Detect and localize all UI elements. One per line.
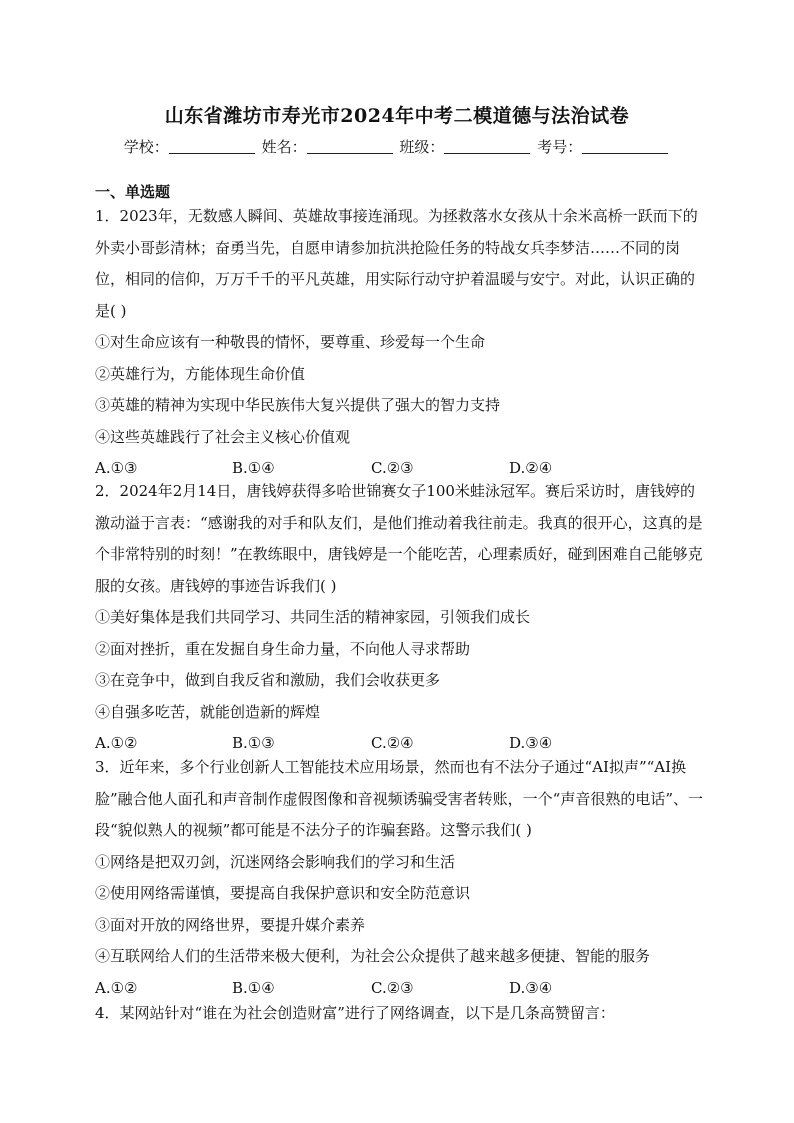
choice-b[interactable]: B.①④ bbox=[232, 459, 275, 477]
question-2 bbox=[95, 476, 703, 759]
statement-1: ①美好集体是我们共同学习、共同生活的精神家园，引领我们成长 bbox=[95, 608, 531, 626]
statement-1: ①对生命应该有一种敬畏的情怀，要尊重、珍爱每一个生命 bbox=[95, 333, 486, 351]
question-stem: 3．近年来，多个行业创新人工智能技术应用场景，然而也有不法分子通过“AI拟声”“AI换脸”融合他人面孔和声音制作虚假图像和音视频诱骗受害者转账，一个“声音很熟的电话”、一段“貌似熟人的视频”都可能是不法分子的诈骗套路。这警示我们( ) bbox=[95, 758, 704, 839]
statement-3: ③在竞争中，做到自我反省和激励，我们会收获更多 bbox=[95, 671, 441, 689]
statement-3: ③英雄的精神为实现中华民族伟大复兴提供了强大的智力支持 bbox=[95, 396, 501, 414]
question-1 bbox=[95, 201, 703, 484]
statement-4: ④自强多吃苦，就能创造新的辉煌 bbox=[95, 702, 321, 721]
statement-4: ④这些英雄践行了社会主义核心价值观 bbox=[95, 427, 351, 446]
question-stem: 4．某网站针对“谁在为社会创造财富”进行了网络调查，以下是几条高赞留言： bbox=[95, 1004, 615, 1022]
statement-2: ②使用网络需谨慎，要提高自我保护意识和安全防范意识 bbox=[95, 884, 471, 902]
statement-3: ③面对开放的网络世界，要提升媒介素养 bbox=[95, 915, 366, 934]
choice-d[interactable]: D.②④ bbox=[509, 459, 553, 477]
choice-d[interactable]: D.③④ bbox=[509, 978, 553, 997]
statement-1: ①网络是把双刃剑，沉迷网络会影响我们的学习和生活 bbox=[95, 852, 456, 871]
choice-b[interactable]: B.①③ bbox=[232, 734, 275, 752]
choice-d[interactable]: D.③④ bbox=[509, 734, 553, 752]
exam-number-blank[interactable] bbox=[582, 139, 668, 154]
exam-number-label: 考号： bbox=[537, 138, 583, 156]
choice-c[interactable]: C.②③ bbox=[371, 978, 414, 997]
choice-a[interactable]: A.①③ bbox=[95, 459, 138, 477]
choice-c[interactable]: C.②③ bbox=[371, 459, 414, 477]
section-title: 一、单选题 bbox=[95, 183, 171, 201]
statement-2: ②英雄行为，方能体现生命价值 bbox=[95, 364, 306, 383]
choice-c[interactable]: C.②④ bbox=[371, 734, 414, 752]
class-blank[interactable] bbox=[444, 139, 530, 154]
question-stem: 1．2023年，无数感人瞬间、英雄故事接连涌现。为拯救落水女孩从十余米高桥一跃而下的外卖小哥彭清林；奋勇当先，自愿申请参加抗洪抢险任务的特战女兵李梦洁……不同的岗位，相同的信仰，万万千千的平凡英雄，用实际行动守护着温暖与安宁。对此，认识正确的是( ) bbox=[95, 207, 698, 320]
page-title: 山东省潍坊市寿光市2024年中考二模道德与法治试卷 bbox=[164, 105, 630, 127]
question-stem: 2．2024年2月14日，唐钱婷获得多哈世锦赛女子100米蛙泳冠军。赛后采访时，唐钱婷的激动溢于言表：“感谢我的对手和队友们，是他们推动着我往前走。我真的很开心，这真的是个非常特别的时刻！”在教练眼中，唐钱婷是一个能吃苦，心理素质好，碰到困难自己能够克服的女孩。唐钱婷的事迹告诉我们( ) bbox=[95, 482, 703, 595]
school-blank[interactable] bbox=[169, 139, 255, 154]
school-label: 学校： bbox=[123, 138, 169, 156]
choice-b[interactable]: B.①④ bbox=[232, 978, 275, 997]
student-info-line bbox=[0, 136, 794, 157]
statement-4: ④互联网给人们的生活带来极大便利，为社会公众提供了越来越多便捷、智能的服务 bbox=[95, 947, 651, 965]
name-label: 姓名： bbox=[261, 138, 307, 156]
statement-2: ②面对挫折，重在发掘自身生命力量，不向他人寻求帮助 bbox=[95, 639, 471, 658]
name-blank[interactable] bbox=[307, 139, 393, 154]
choice-a[interactable]: A.①② bbox=[95, 734, 138, 752]
question-3 bbox=[95, 752, 703, 1004]
class-label: 班级： bbox=[399, 138, 445, 156]
choice-a[interactable]: A.①② bbox=[95, 978, 138, 997]
question-4 bbox=[95, 998, 703, 1030]
